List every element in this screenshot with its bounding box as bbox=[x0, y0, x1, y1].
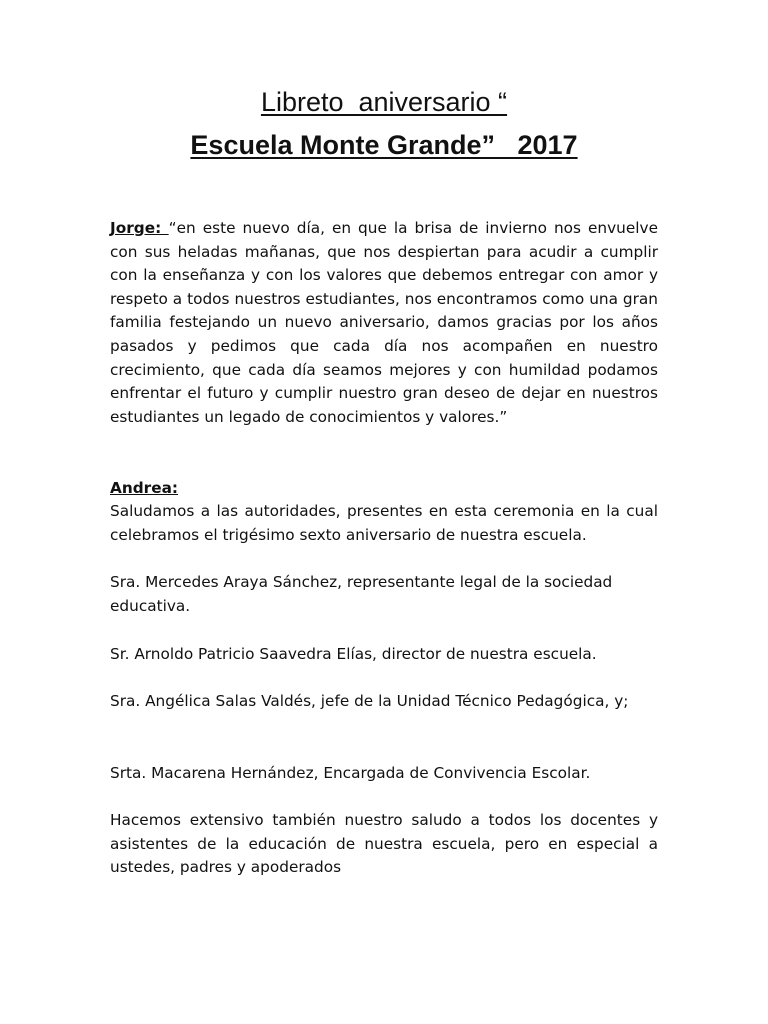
authority-2-text: Sr. Arnoldo Patricio Saavedra Elías, director de nuestra escuela. bbox=[110, 645, 597, 663]
authority-3-text: Sra. Angélica Salas Valdés, jefe de la Unidad Técnico Pedagógica, y; bbox=[110, 692, 629, 710]
speaker-andrea: Andrea: bbox=[110, 479, 179, 497]
authority-1 bbox=[110, 571, 658, 618]
closing-paragraph bbox=[110, 809, 658, 880]
authority-2 bbox=[110, 643, 658, 667]
andrea-section bbox=[110, 477, 658, 501]
jorge-text: “en este nuevo día, en que la brisa de invierno nos envuelve con sus heladas mañanas, que nos despiertan para acudir a cumplir con la enseñanza y con los valores que debemos entregar con amor y respeto a todos nuestros estudiantes, nos encontramos como una gran familia festejando un nuevo aniversario, damos gracias por los años pasados y pedimos que cada día nos acompañen en nuestro crecimiento, que cada día seamos mejores y con humildad podamos enfrentar el futuro y cumplir nuestro gran deseo de dejar en nuestros estudiantes un legado de conocimientos y valores.” bbox=[110, 219, 659, 426]
authority-3 bbox=[110, 690, 658, 714]
authority-1-text: Sra. Mercedes Araya Sánchez, representante legal de la sociedad educativa. bbox=[110, 573, 613, 615]
speaker-jorge: Jorge: bbox=[110, 219, 169, 237]
andrea-greeting bbox=[110, 500, 658, 547]
jorge-paragraph bbox=[110, 217, 658, 429]
authority-4-text: Srta. Macarena Hernández, Encargada de Convivencia Escolar. bbox=[110, 764, 591, 782]
authority-4 bbox=[110, 762, 658, 786]
title-line-1: Libreto aniversario “ bbox=[260, 87, 508, 117]
greeting-text: Saludamos a las autoridades, presentes en esta ceremonia en la cual celebramos el trigésimo sexto aniversario de nuestra escuela. bbox=[110, 502, 658, 544]
title-line-2: Escuela Monte Grande” 2017 bbox=[190, 130, 578, 160]
closing-text: Hacemos extensivo también nuestro saludo a todos los docentes y asistentes de la educación de nuestra escuela, pero en especial a ustedes, padres y apoderados bbox=[110, 811, 658, 877]
